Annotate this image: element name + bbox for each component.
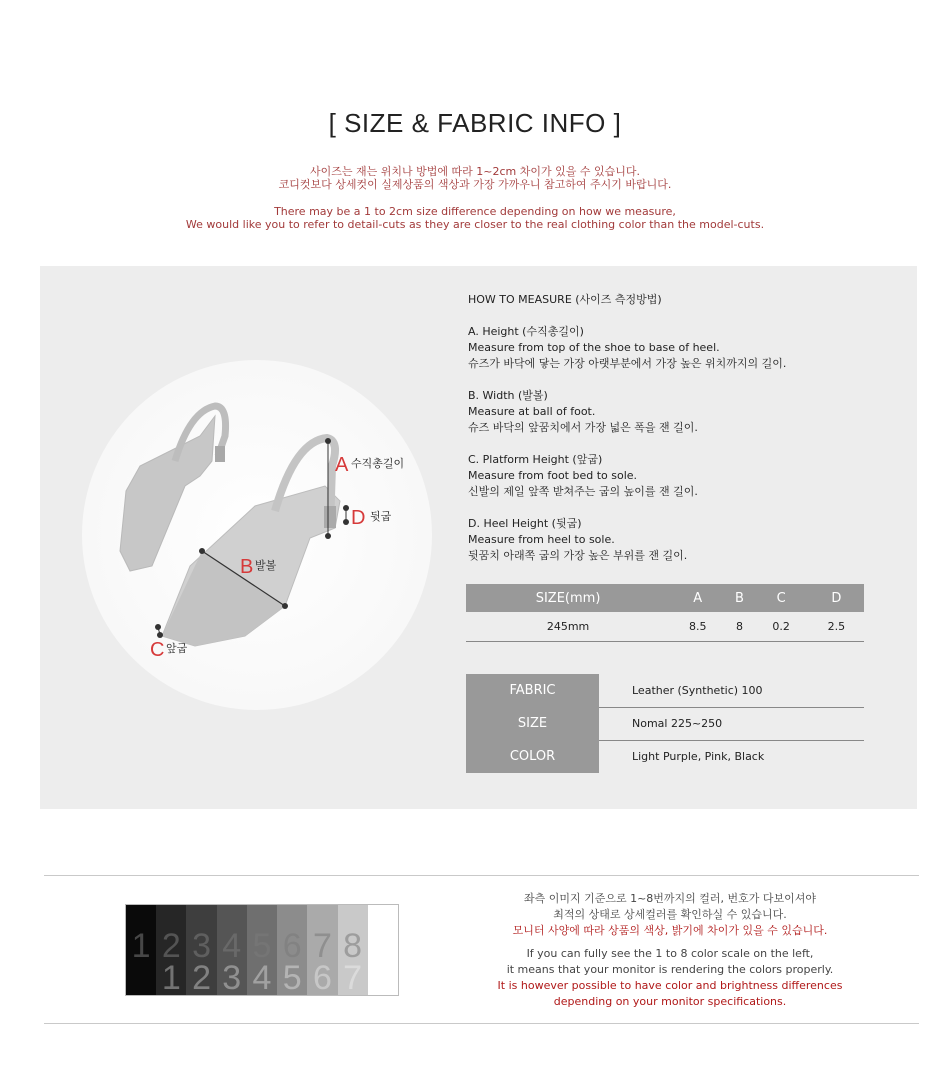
scale-number-top: 3 [192,927,211,965]
notice-korean [0,165,950,191]
scale-number-top: 7 [312,927,332,965]
label-b-text: 발볼 [255,559,277,572]
color-label: COLOR [466,740,599,773]
measure-dot [282,603,288,609]
scale-number-bottom: 6 [312,959,332,997]
size-cell: 245mm [466,612,670,641]
measure-a: A. Height (수직총길이) Measure from top of the shoe to base of heel. 슈즈가 바닥에 닿는 가장 아랫부분에서 가장 높은 위치까지의 길이. [468,325,787,370]
measure-dot [325,533,331,539]
fabric-label: FABRIC [466,674,599,707]
scale-cell [307,905,337,995]
fabric-table [466,674,864,773]
scale-cell [186,905,216,995]
measure-c: C. Platform Height (앞굽) Measure from foot bed to sole. 신발의 제일 앞쪽 받쳐주는 굽의 높이를 잰 길이. [468,453,698,498]
measure-dot [199,548,205,554]
scale-cell [368,905,398,995]
measure-dot [343,505,349,511]
notice-english [0,205,950,231]
notice-line: 코디컷보다 상세컷이 실제상품의 색상과 가장 가까우니 참고하여 주시기 바랍니다. [278,178,672,191]
scale-number-bottom: 7 [343,959,363,997]
label-c: C [150,639,165,661]
scale-cell [217,905,247,995]
measure-dot [325,438,331,444]
measure-d: D. Heel Height (뒷굽) Measure from heel to sole. 뒷꿈치 아래쪽 굽의 가장 높은 부위를 잰 길이. [468,517,688,562]
scale-number-top: 4 [222,927,242,965]
shoe-back [120,416,215,571]
label-b: B [240,556,254,578]
color-value: Light Purple, Pink, Black [632,750,765,764]
table-row [466,612,864,641]
scale-number-top: 2 [161,927,181,965]
measure-heading: HOW TO MEASURE (사이즈 측정방법) [468,293,662,306]
label-a-text: 수직총길이 [351,457,405,470]
size-cell: 8 [725,612,753,641]
fabric-value: Leather (Synthetic) 100 [599,674,864,707]
monitor-line: 좌측 이미지 기준으로 1~8번까지의 컬러, 번호가 다보이셔야 [523,892,817,905]
scale-number-top: 8 [343,927,363,965]
size-header-cell: C [754,584,809,612]
size-table-header [466,584,864,612]
label-a: A [335,454,349,476]
scale-cell [247,905,277,995]
shoe-back-heel [215,446,225,462]
measure-dot [343,519,349,525]
table-row [466,674,864,707]
size-table [466,584,864,642]
scale-cell [156,905,186,995]
notice-line: There may be a 1 to 2cm size difference depending on how we measure, [274,205,676,218]
scale-number-top: 6 [282,927,302,965]
size-label: SIZE [466,707,599,740]
divider [44,1023,919,1024]
measure-dot [157,632,163,638]
size-cell: 8.5 [670,612,725,641]
scale-number-bottom: 2 [192,959,211,997]
size-header-cell: B [725,584,753,612]
size-header-cell: D [809,584,864,612]
scale-number-bottom: 8 [373,959,393,997]
label-d: D [351,507,366,529]
table-row [466,707,864,740]
scale-number-top: 5 [252,927,272,965]
scale-number-bottom: 4 [252,959,272,997]
monitor-line: depending on your monitor specifications. [553,995,787,1008]
scale-number-bottom: 3 [222,959,242,997]
size-info-panel [40,266,917,809]
notice-line: We would like you to refer to detail-cuts as they are closer to the real clothing color than the model-cuts. [185,218,765,231]
scale-number-bottom: 5 [282,959,302,997]
monitor-warning-en [470,978,870,1010]
scale-number-bottom: 1 [161,959,181,997]
notice-line: 사이즈는 재는 위치나 방법에 따라 1~2cm 차이가 있을 수 있습니다. [310,165,640,178]
shoe-diagram [40,266,460,809]
divider [44,875,919,876]
scale-cell [126,905,156,995]
size-cell: 0.2 [754,612,809,641]
size-value: Nomal 225~250 [599,707,864,740]
scale-cell [277,905,307,995]
monitor-note-en [470,946,870,978]
page-title: [ SIZE & FABRIC INFO ] [328,108,622,138]
measure-b: B. Width (발볼) Measure at ball of foot. 슈즈 바닥의 앞꿈치에서 가장 넓은 폭을 잰 길이. [468,389,698,434]
size-header-cell: A [670,584,725,612]
label-c-text: 앞굽 [166,642,188,655]
monitor-line: It is however possible to have color and brightness differences [497,979,843,992]
monitor-note-kr [470,891,870,923]
size-cell: 2.5 [809,612,864,641]
monitor-line: it means that your monitor is rendering the colors properly. [506,963,834,976]
table-row [466,740,864,773]
measure-dot [155,624,161,630]
scale-number-top: 1 [131,927,151,965]
scale-cell [338,905,368,995]
label-d-text: 뒷굽 [370,510,392,523]
color-scale [125,904,399,996]
how-to-measure [468,292,888,580]
monitor-line: If you can fully see the 1 to 8 color scale on the left, [526,947,814,960]
monitor-warning-kr: 모니터 사양에 따라 상품의 색상, 밝기에 차이가 있을 수 있습니다. [512,924,828,937]
size-header-cell: SIZE(mm) [466,584,670,612]
monitor-line: 최적의 상태로 상세컬러를 확인하실 수 있습니다. [553,908,787,921]
shoe-front-heel [324,506,336,528]
